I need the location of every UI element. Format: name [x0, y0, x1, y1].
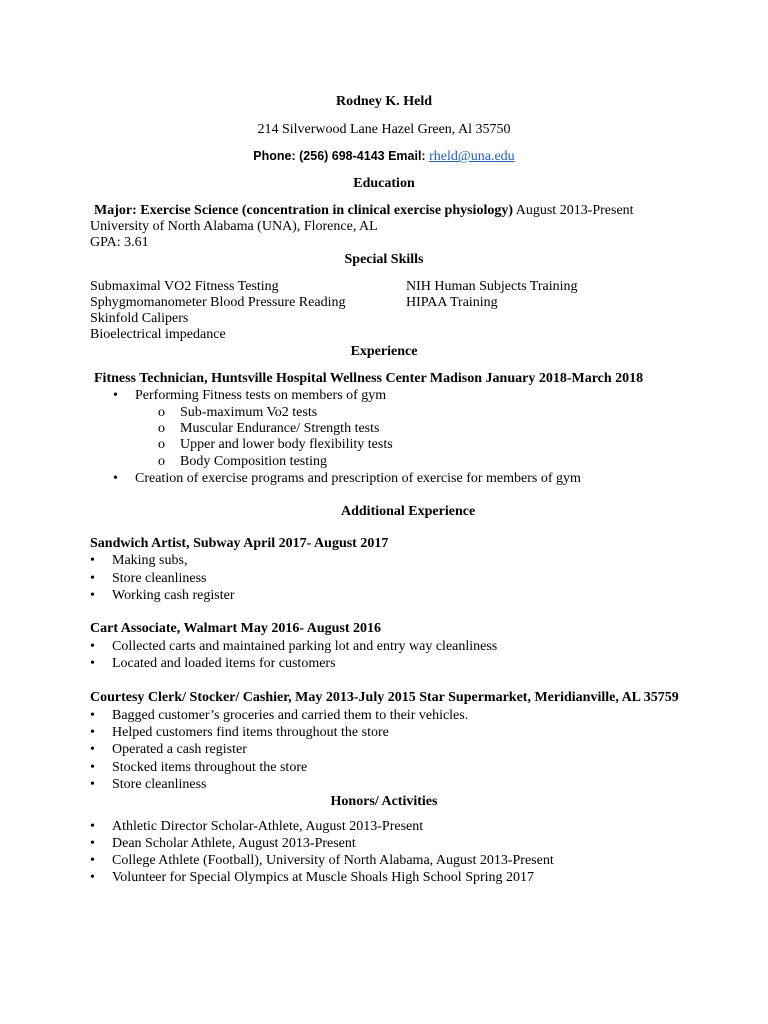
- job-title: Courtesy Clerk/ Stocker/ Cashier, May 2013-July 2015 Star Supermarket, Meridianville, AL 35759: [90, 690, 679, 705]
- sub-list-item: o Body Composition testing: [158, 454, 328, 469]
- list-item: • Volunteer for Special Olympics at Muscle Shoals High School Spring 2017: [90, 870, 535, 885]
- bullet-icon: •: [113, 471, 118, 486]
- list-item: • Dean Scholar Athlete, August 2013-Present: [90, 836, 356, 851]
- list-item: • Working cash register: [90, 588, 235, 603]
- bullet-icon: •: [90, 836, 95, 851]
- contact-line: [0, 148, 768, 165]
- sub-list-item: o Muscular Endurance/ Strength tests: [158, 421, 380, 436]
- major-text: Major: Exercise Science (concentration in clinical exercise physiology): [94, 203, 514, 218]
- list-item: • Store cleanliness: [90, 777, 207, 792]
- bullet-icon: •: [90, 819, 95, 834]
- school-line: University of North Alabama (UNA), Florence, AL: [90, 219, 378, 234]
- list-item: • Making subs,: [90, 553, 188, 568]
- bullet-icon: •: [90, 571, 95, 586]
- resume-name: Rodney K. Held: [335, 94, 433, 109]
- major-dates: August 2013-Present: [515, 203, 634, 218]
- major-line: [94, 202, 634, 219]
- bullet-icon: •: [113, 388, 118, 403]
- email-link[interactable]: rheld@una.edu: [429, 149, 515, 164]
- skill-item: Skinfold Calipers: [90, 311, 189, 326]
- job-title: Cart Associate, Walmart May 2016- August 2016: [90, 621, 381, 636]
- job-title: Sandwich Artist, Subway April 2017- August 2017: [90, 536, 389, 551]
- bullet-icon: •: [90, 777, 95, 792]
- bullet-icon: •: [90, 708, 95, 723]
- list-item: • College Athlete (Football), University of North Alabama, August 2013-Present: [90, 853, 554, 868]
- list-item: • Performing Fitness tests on members of gym: [113, 388, 387, 403]
- list-item: • Helped customers find items throughout the store: [90, 725, 389, 740]
- bullet-icon: •: [90, 760, 95, 775]
- list-item: • Located and loaded items for customers: [90, 656, 336, 671]
- bullet-icon: •: [90, 656, 95, 671]
- additional-experience-heading: Additional Experience: [341, 504, 476, 519]
- skill-item: Submaximal VO2 Fitness Testing: [90, 279, 279, 294]
- job-title: Fitness Technician, Huntsville Hospital Wellness Center Madison January 2018-March 2018: [94, 371, 644, 386]
- circle-bullet-icon: o: [158, 405, 165, 420]
- list-item: • Store cleanliness: [90, 571, 207, 586]
- bullet-icon: •: [90, 553, 95, 568]
- skill-item: Sphygmomanometer Blood Pressure Reading: [90, 295, 346, 310]
- skill-item: HIPAA Training: [406, 295, 498, 310]
- list-item: • Collected carts and maintained parking lot and entry way cleanliness: [90, 639, 498, 654]
- sub-list-item: o Upper and lower body flexibility tests: [158, 437, 393, 452]
- address: 214 Silverwood Lane Hazel Green, Al 35750: [257, 122, 511, 137]
- bullet-icon: •: [90, 725, 95, 740]
- bullet-icon: •: [90, 853, 95, 868]
- list-item: • Operated a cash register: [90, 742, 247, 757]
- skill-item: NIH Human Subjects Training: [406, 279, 578, 294]
- list-item: • Bagged customer’s groceries and carried them to their vehicles.: [90, 708, 469, 723]
- special-skills-heading: Special Skills: [344, 252, 424, 267]
- gpa-line: GPA: 3.61: [90, 235, 149, 250]
- bullet-icon: •: [90, 639, 95, 654]
- list-item: • Stocked items throughout the store: [90, 760, 308, 775]
- bullet-icon: •: [90, 870, 95, 885]
- list-item: • Athletic Director Scholar-Athlete, August 2013-Present: [90, 819, 424, 834]
- skill-item: Bioelectrical impedance: [90, 327, 226, 342]
- circle-bullet-icon: o: [158, 421, 165, 436]
- circle-bullet-icon: o: [158, 454, 165, 469]
- honors-heading: Honors/ Activities: [330, 794, 438, 809]
- sub-list-item: o Sub-maximum Vo2 tests: [158, 405, 318, 420]
- circle-bullet-icon: o: [158, 437, 165, 452]
- bullet-icon: •: [90, 588, 95, 603]
- phone-email-label: Phone: (256) 698-4143 Email:: [253, 149, 426, 163]
- experience-heading: Experience: [350, 344, 418, 359]
- education-heading: Education: [353, 176, 415, 191]
- list-item: • Creation of exercise programs and prescription of exercise for members of gym: [113, 471, 581, 486]
- bullet-icon: •: [90, 742, 95, 757]
